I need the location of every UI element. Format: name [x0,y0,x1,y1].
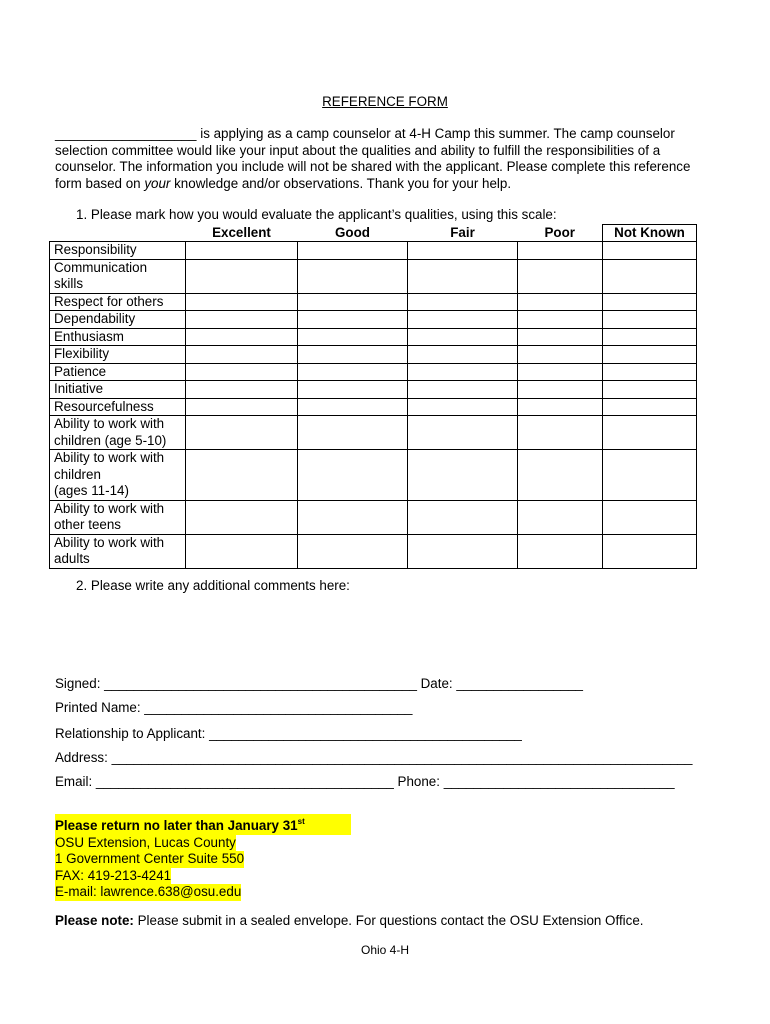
intro-line-2: selection committee would like your input about the qualities and ability to fulfill the responsibilities of a [55,142,661,158]
rating-cell[interactable] [518,416,603,450]
rating-cell[interactable] [603,242,697,260]
quality-label-line: Ability to work with [54,416,165,431]
rating-cell[interactable] [186,398,298,416]
rating-cell[interactable] [518,398,603,416]
quality-label-line: Ability to work with [54,500,165,516]
header-poor: Poor [518,225,603,242]
note-label: Please note: [55,913,134,928]
rating-cell[interactable] [298,534,408,568]
rating-cell[interactable] [408,381,518,399]
quality-label [50,381,186,399]
rating-cell[interactable] [408,346,518,364]
note [55,913,644,928]
quality-label-line: (ages 11-14) [54,483,129,498]
rating-cell[interactable] [603,381,697,399]
table-row [50,293,697,311]
table-row [50,328,697,346]
return-deadline: Please return no later than January 31st [55,814,351,835]
intro-line-4: form based on your knowledge and/or observations. Thank you for your help. [55,175,512,191]
table-row [50,346,697,364]
table-row [50,416,697,450]
rating-cell[interactable] [186,381,298,399]
rating-cell[interactable] [408,293,518,311]
rating-cell[interactable] [408,398,518,416]
rating-cell[interactable] [298,381,408,399]
rating-cell[interactable] [408,500,518,534]
table-row [50,381,697,399]
rating-cell[interactable] [518,500,603,534]
rating-cell[interactable] [298,398,408,416]
rating-table [49,224,697,569]
quality-label [50,450,186,501]
rating-cell[interactable] [186,500,298,534]
intro-paragraph [55,126,720,192]
applicant-name-blank[interactable]: ___________________ [55,126,197,141]
rating-cell[interactable] [298,416,408,450]
rating-cell[interactable] [518,328,603,346]
rating-cell[interactable] [603,293,697,311]
rating-cell[interactable] [186,416,298,450]
form-title: REFERENCE FORM [322,94,448,109]
rating-cell[interactable] [518,293,603,311]
return-info [55,814,351,901]
rating-cell[interactable] [186,311,298,329]
table-row [50,311,697,329]
email-phone-line[interactable]: Email: ________________________________________ Phone: _______________________________ [55,774,675,789]
quality-label-line: skills [54,276,84,291]
quality-label [50,293,186,311]
rating-cell[interactable] [298,311,408,329]
return-address: 1 Government Center Suite 550 [55,851,245,866]
rating-cell[interactable] [518,259,603,293]
rating-cell[interactable] [298,328,408,346]
quality-label-line: Ability to work with [54,450,165,465]
question-2: 2. Please write any additional comments here: [76,578,350,593]
rating-cell[interactable] [518,346,603,364]
rating-cell[interactable] [603,346,697,364]
rating-header-row [50,225,697,242]
emphasis-your: your [144,175,171,191]
rating-cell[interactable] [408,311,518,329]
table-row [50,534,697,568]
rating-cell[interactable] [518,534,603,568]
quality-label-line: Flexibility [54,346,110,361]
quality-label [50,311,186,329]
rating-cell[interactable] [186,259,298,293]
rating-cell[interactable] [603,328,697,346]
quality-label-line: adults [54,551,90,566]
quality-label-line: Communication [54,259,148,275]
return-email: E-mail: lawrence.638@osu.edu [55,884,242,899]
quality-label-line: Ability to work with [54,534,165,550]
rating-cell[interactable] [298,363,408,381]
quality-label-line: Patience [54,363,107,379]
rating-cell[interactable] [408,259,518,293]
header-fair: Fair [408,225,518,242]
header-excellent: Excellent [186,225,298,242]
rating-cell[interactable] [408,450,518,501]
quality-label-line: other teens [54,517,121,532]
rating-cell[interactable] [408,328,518,346]
quality-label-line: children (age 5-10) [54,432,167,448]
rating-cell[interactable] [603,450,697,501]
address-line[interactable]: Address: ______________________________________________________________________________ [55,750,693,765]
note-text: Please submit in a sealed envelope. For questions contact the OSU Extension Office. [133,913,644,928]
rating-cell[interactable] [186,346,298,364]
rating-cell[interactable] [408,416,518,450]
quality-label [50,346,186,364]
quality-label [50,416,186,450]
rating-cell[interactable] [603,416,697,450]
rating-cell[interactable] [518,381,603,399]
footer-text: Ohio 4-H [360,943,410,957]
quality-label-line: Enthusiasm [54,328,124,344]
quality-label-line: Responsibility [54,242,137,257]
rating-cell[interactable] [298,242,408,260]
return-office: OSU Extension, Lucas County [55,834,236,850]
rating-cell[interactable] [603,311,697,329]
rating-cell[interactable] [298,293,408,311]
rating-cell[interactable] [186,534,298,568]
signed-date-line[interactable]: Signed: __________________________________________ Date: _________________ [55,676,583,691]
rating-cell[interactable] [518,363,603,381]
quality-label-line: Respect for others [54,293,164,309]
rating-cell[interactable] [298,346,408,364]
rating-cell[interactable] [518,311,603,329]
quality-label-line: children [54,466,101,482]
printed-name-line[interactable]: Printed Name: ____________________________________ [55,700,413,715]
table-row [50,398,697,416]
table-row [50,242,697,260]
rating-cell[interactable] [186,293,298,311]
rating-cell[interactable] [298,500,408,534]
rating-cell[interactable] [603,398,697,416]
rating-cell[interactable] [408,363,518,381]
intro-line-1: is applying as a camp counselor at 4-H Camp this summer. The camp counselor [196,126,675,141]
quality-label [50,259,186,293]
header-good: Good [298,225,408,242]
rating-cell[interactable] [518,450,603,501]
quality-label [50,500,186,534]
quality-label [50,398,186,416]
quality-label-line: Initiative [54,381,104,396]
rating-cell[interactable] [298,259,408,293]
relationship-line[interactable]: Relationship to Applicant: __________________________________________ [55,726,522,741]
rating-cell[interactable] [186,328,298,346]
rating-cell[interactable] [603,534,697,568]
quality-label [50,242,186,260]
table-row [50,363,697,381]
quality-label [50,328,186,346]
rating-cell[interactable] [518,242,603,260]
rating-cell[interactable] [603,500,697,534]
rating-cell[interactable] [298,450,408,501]
quality-label [50,363,186,381]
rating-cell[interactable] [408,534,518,568]
rating-cell[interactable] [186,450,298,501]
rating-cell[interactable] [408,242,518,260]
question-1: 1. Please mark how you would evaluate the applicant’s qualities, using this scale: [76,207,557,222]
quality-label [50,534,186,568]
quality-label-line: Resourcefulness [54,398,154,414]
quality-label-line: Dependability [54,311,136,326]
rating-cell[interactable] [603,363,697,381]
rating-cell[interactable] [603,259,697,293]
table-row [50,500,697,534]
header-quality [50,225,186,242]
header-not-known: Not Known [603,225,697,242]
table-row [50,259,697,293]
rating-cell[interactable] [186,363,298,381]
return-fax: FAX: 419-213-4241 [55,867,172,883]
rating-cell[interactable] [186,242,298,260]
intro-line-3: counselor. The information you include will not be shared with the applicant. Please complete this reference [55,159,691,174]
table-row [50,450,697,501]
